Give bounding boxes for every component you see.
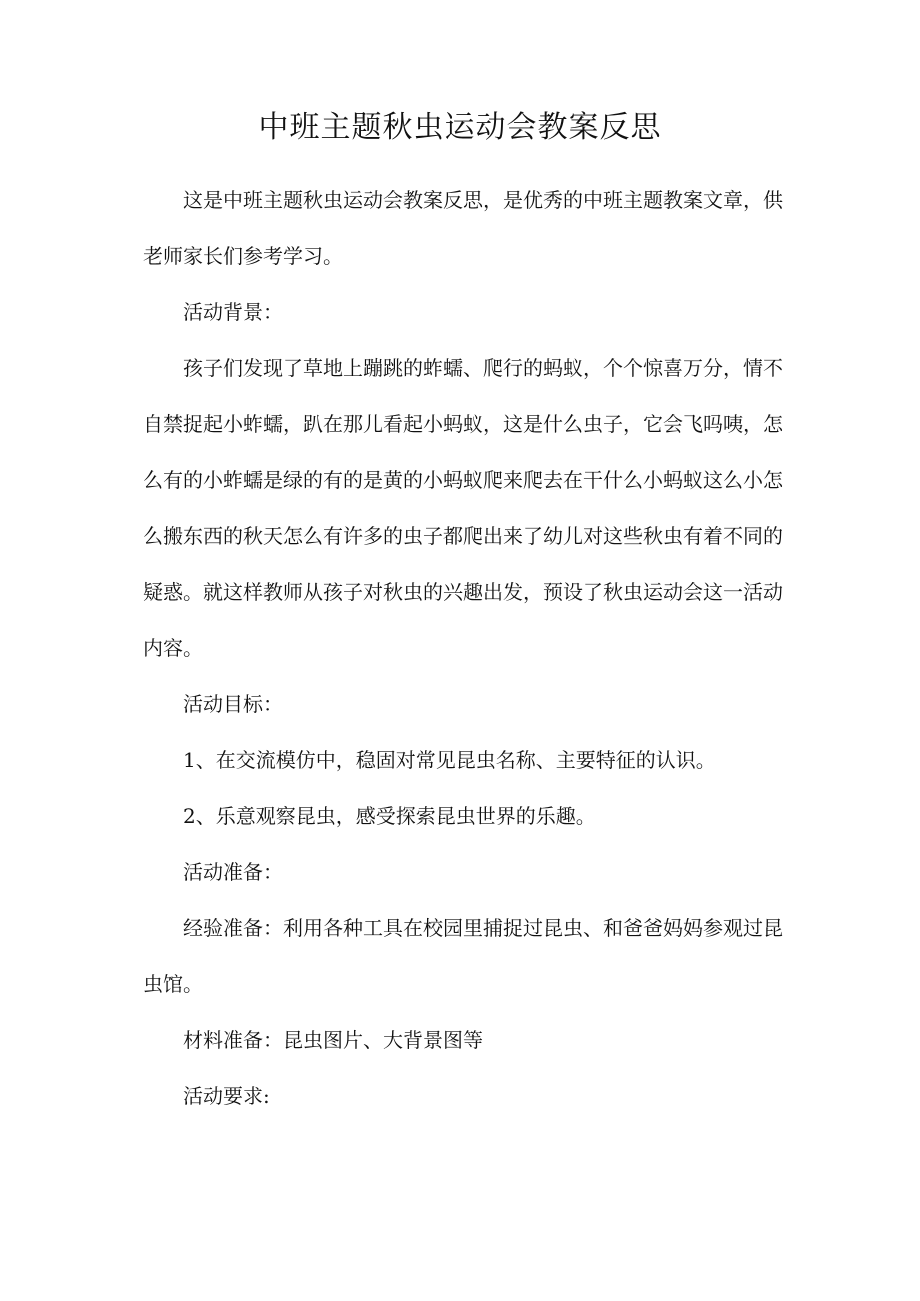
- document-title: 中班主题秋虫运动会教案反思: [258, 110, 662, 145]
- material-preparation-paragraph: 材料准备：昆虫图片、大背景图等: [183, 1028, 483, 1052]
- section-heading-background: 活动背景：: [183, 300, 283, 324]
- intro-paragraph: 这是中班主题秋虫运动会教案反思，是优秀的中班主题教案文章，供老师家长们参考学习。: [143, 188, 783, 268]
- goal-item-1: 1、在交流模仿中，稳固对常见昆虫名称、主要特征的认识。: [183, 748, 716, 772]
- goal-item-2: 2、乐意观察昆虫，感受探索昆虫世界的乐趣。: [183, 804, 596, 828]
- document-body: [143, 172, 783, 1124]
- section-heading-preparation: 活动准备：: [183, 860, 283, 884]
- background-paragraph: 孩子们发现了草地上蹦跳的蚱蠕、爬行的蚂蚁，个个惊喜万分，情不自禁捉起小蚱蠕，趴在那儿看起小蚂蚁，这是什么虫子，它会飞吗咦，怎么有的小蚱蠕是绿的有的是黄的小蚂蚁爬来爬去在干什么小蚂蚁这么小怎么搬东西的秋天怎么有许多的虫子都爬出来了幼儿对这些秋虫有着不同的疑惑。就这样教师从孩子对秋虫的兴趣出发，预设了秋虫运动会这一活动内容。: [143, 356, 783, 660]
- experience-preparation-paragraph: 经验准备：利用各种工具在校园里捕捉过昆虫、和爸爸妈妈参观过昆虫馆。: [143, 916, 783, 996]
- section-heading-goals: 活动目标：: [183, 692, 283, 716]
- section-heading-requirements: 活动要求:: [183, 1084, 270, 1108]
